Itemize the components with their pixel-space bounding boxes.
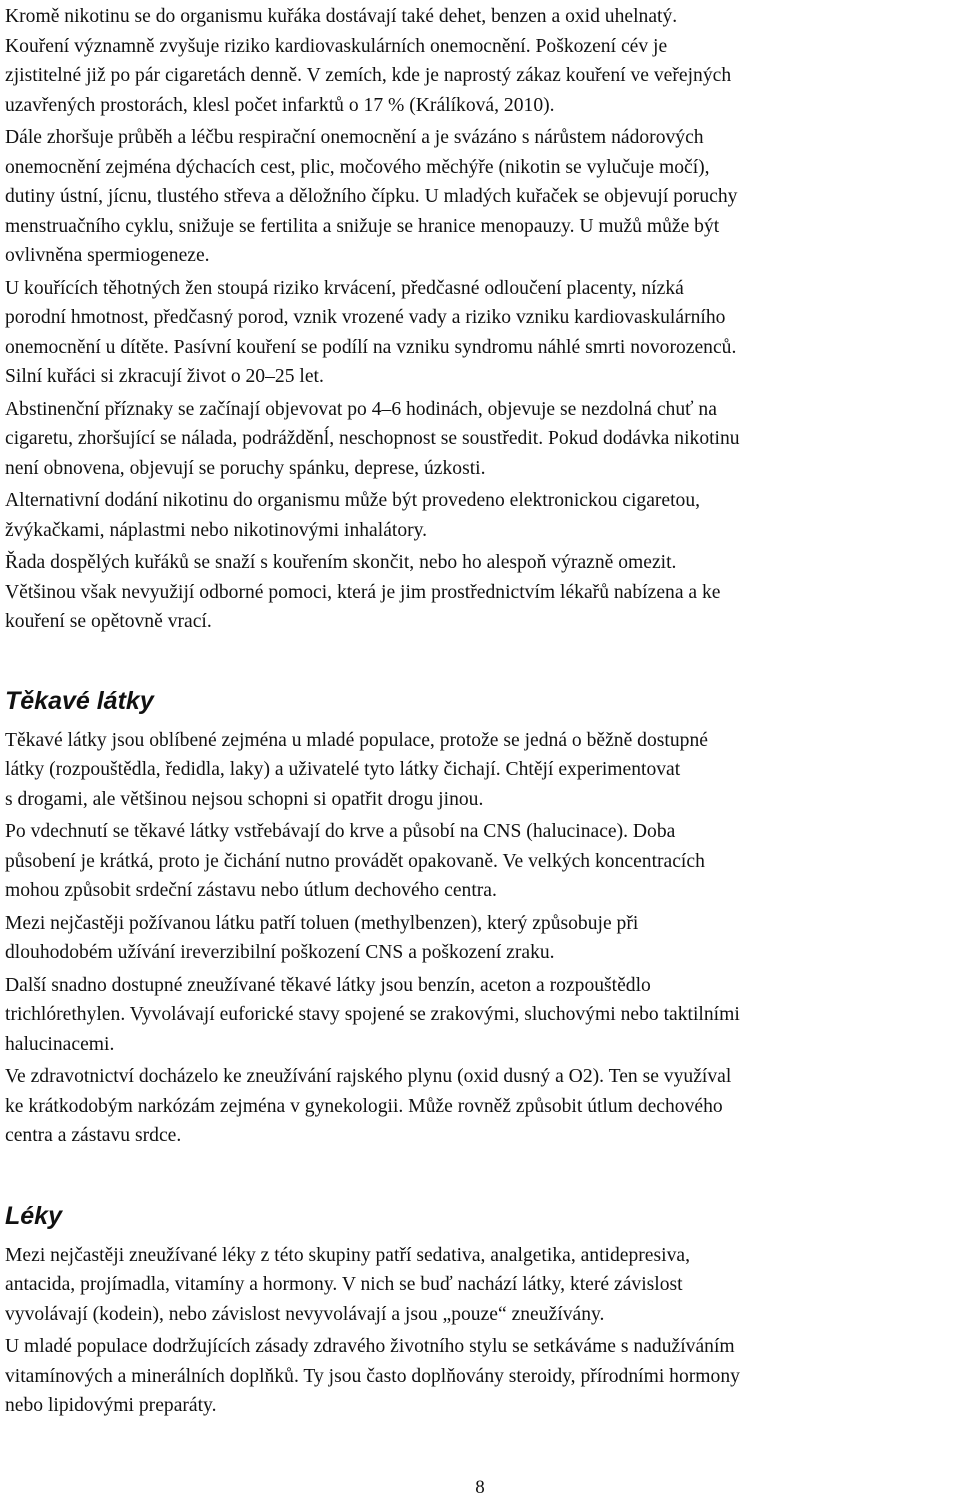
paragraph: Abstinenční příznaky se začínají objevovat po 4–6 hodinách, objevuje se nezdolná chuť na cigaretu, zhoršující se nálada, podrážděnĺ, neschopnost se soustředit. Pokud dodávka nikotinu není obnovena, objevují se poruchy spánku, deprese, úzkosti. xyxy=(5,398,740,479)
page-number: 8 xyxy=(475,1477,485,1498)
paragraph: Kromě nikotinu se do organismu kuřáka dostávají také dehet, benzen a oxid uhelnatý. Kouření významně zvyšuje riziko kardiovaskulárních onemocnění. Poškození cév je zjistitelné již po pár cigaretách denně. V zemích, kde je naprostý zákaz kouření ve veřejných uzavřených prostorách, klesl počet infarktů o 17 % (Králíková, 2010). xyxy=(5,6,732,116)
document-page xyxy=(5,2,957,1424)
paragraph: Ve zdravotnictví docházelo ke zneužívání rajského plynu (oxid dusný a O2). Ten se využíval ke krátkodobým narkózám zejména v gynekologii. Může rovněž způsobit útlum dechového centra a zástavu srdce. xyxy=(5,1066,732,1146)
paragraph: Mezi nejčastěji požívanou látku patří toluen (methylbenzen), který způsobuje při dlouhodobém užívání ireverzibilní poškození CNS a poškození zraku. xyxy=(5,912,639,963)
paragraph: Další snadno dostupné zneužívané těkavé látky jsou benzín, aceton a rozpouštědlo trichlórethylen. Vyvolávají euforické stavy spojené se zrakovými, sluchovými nebo taktilními halucinacemi. xyxy=(5,974,740,1055)
paragraph: U mladé populace dodržujících zásady zdravého životního stylu se setkáváme s nadužíváním vitamínových a minerálních doplňků. Ty jsou často doplňovány steroidy, přírodními hormony nebo lipidovými preparáty. xyxy=(5,1336,740,1416)
section-heading: Těkavé látky xyxy=(5,686,154,715)
section-heading: Léky xyxy=(5,1201,62,1230)
paragraph: Těkavé látky jsou oblíbené zejména u mladé populace, protože se jedná o běžně dostupné látky (rozpouštědla, ředidla, laky) a uživatelé tyto látky čichají. Chtějí experimentovat s drogami, ale většinou nejsou schopni si opatřit drogu jinou. xyxy=(5,729,708,810)
paragraph: Mezi nejčastěji zneužívané léky z této skupiny patří sedativa, analgetika, antidepresiva, antacida, projímadla, vitamíny a hormony. V nich se buď nachází látky, které závislost vyvolávají (kodein), nebo závislost nevyvolávají a jsou „pouze“ zneužívány. xyxy=(5,1244,690,1325)
paragraph: Dále zhoršuje průběh a léčbu respirační onemocnění a je svázáno s nárůstem nádorových onemocnění zejména dýchacích cest, plic, močového měchýře (nikotin se vylučuje močí), dutiny ústní, jícnu, tlustého střeva a děložního čípku. U mladých kuřaček se objevují poruchy menstruačního cyklu, snižuje se fertilita a snižuje se hranice menopauzy. U mužů může být ovlivněna spermiogeneze. xyxy=(5,127,738,266)
paragraph: Řada dospělých kuřáků se snaží s kouřením skončit, nebo ho alespoň výrazně omezit. Většinou však nevyužijí odborné pomoci, která je jim prostřednictvím lékařů nabízena a ke kouření se opětovně vrací. xyxy=(5,552,721,632)
paragraph: Po vdechnutí se těkavé látky vstřebávají do krve a působí na CNS (halucinace). Doba působení je krátká, proto je čichání nutno provádět opakovaně. Ve velkých koncentracích mohou způsobit srdeční zástavu nebo útlum dechového centra. xyxy=(5,821,705,901)
paragraph: U kouřících těhotných žen stoupá riziko krvácení, předčasné odloučení placenty, nízká porodní hmotnost, předčasný porod, vznik vrozené vady a riziko vzniku kardiovaskulárního onemocnění u dítěte. Pasívní kouření se podílí na vzniku syndromu náhlé smrti novorozenců. Silní kuřáci si zkracují život o 20–25 let. xyxy=(5,277,737,387)
paragraph: Alternativní dodání nikotinu do organismu může být provedeno elektronickou cigaretou, žvýkačkami, náplastmi nebo nikotinovými inhalátory. xyxy=(5,490,701,541)
